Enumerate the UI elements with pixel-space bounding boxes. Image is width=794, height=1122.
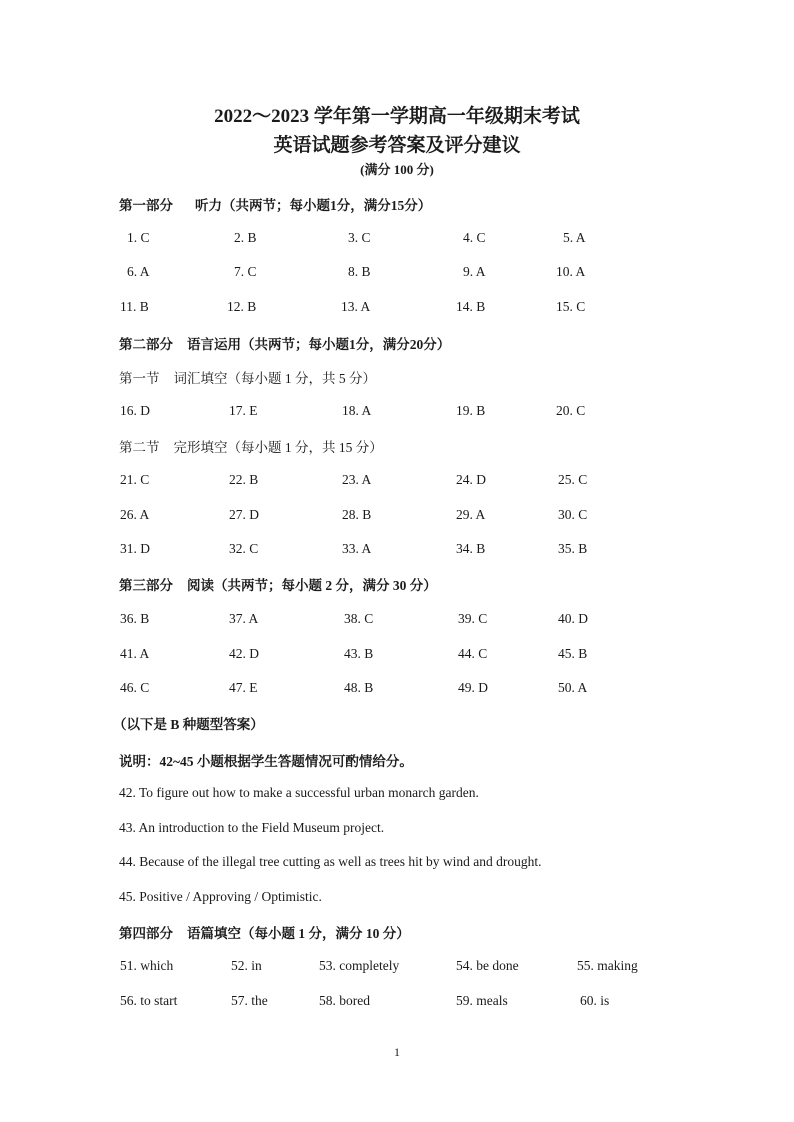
answer: 57. the bbox=[231, 993, 268, 1008]
answer: 50. A bbox=[558, 680, 588, 695]
answer: 28. B bbox=[342, 507, 372, 522]
part2-section1-heading bbox=[119, 367, 376, 387]
answer: 53. completely bbox=[319, 958, 400, 973]
answer: 26. A bbox=[120, 507, 150, 522]
answer: 36. B bbox=[120, 611, 150, 626]
answer: 29. A bbox=[456, 507, 486, 522]
answer: 47. E bbox=[229, 680, 258, 695]
answer: 5. A bbox=[563, 230, 586, 245]
answer: 34. B bbox=[456, 541, 486, 556]
answer: 1. C bbox=[127, 230, 150, 245]
answer: 24. D bbox=[456, 472, 486, 487]
b-type-note: （以下是 B 种题型答案） bbox=[113, 717, 264, 732]
section2-name: 第二节 bbox=[119, 440, 160, 455]
part1-heading-desc: 听力（共两节；每小题1分，满分15分） bbox=[195, 198, 432, 213]
part1-heading-name: 第一部分 bbox=[119, 198, 173, 213]
document-subtitle: 英语试题参考答案及评分建议 bbox=[273, 135, 521, 156]
b-answer-45: 45. Positive / Approving / Optimistic. bbox=[119, 889, 322, 904]
part3-heading-desc: 阅读（共两节；每小题 2 分，满分 30 分） bbox=[187, 578, 437, 593]
answer: 20. C bbox=[556, 403, 586, 418]
answer: 54. be done bbox=[456, 958, 519, 973]
answer: 49. D bbox=[458, 680, 488, 695]
part2-heading-name: 第二部分 bbox=[119, 337, 173, 352]
full-score-note: (满分 100 分) bbox=[360, 162, 434, 177]
answer: 10. A bbox=[556, 264, 586, 279]
answer: 30. C bbox=[558, 507, 588, 522]
part3-heading bbox=[119, 574, 437, 594]
answer: 16. D bbox=[120, 403, 150, 418]
answer: 23. A bbox=[342, 472, 372, 487]
answer: 40. D bbox=[558, 611, 588, 626]
answer: 41. A bbox=[120, 646, 150, 661]
answer: 12. B bbox=[227, 299, 257, 314]
answer: 19. B bbox=[456, 403, 486, 418]
answer: 58. bored bbox=[319, 993, 370, 1008]
section2-desc: 完形填空（每小题 1 分，共 15 分） bbox=[173, 440, 383, 455]
answer: 21. C bbox=[120, 472, 150, 487]
answer: 38. C bbox=[344, 611, 374, 626]
answer: 4. C bbox=[463, 230, 486, 245]
b-answer-44: 44. Because of the illegal tree cutting as well as trees hit by wind and drought. bbox=[119, 854, 542, 869]
answer: 43. B bbox=[344, 646, 374, 661]
answer: 45. B bbox=[558, 646, 588, 661]
answer: 6. A bbox=[127, 264, 150, 279]
answer: 42. D bbox=[229, 646, 259, 661]
answer: 17. E bbox=[229, 403, 258, 418]
answer: 44. C bbox=[458, 646, 488, 661]
answer: 60. is bbox=[580, 993, 610, 1008]
answer: 39. C bbox=[458, 611, 488, 626]
answer: 52. in bbox=[231, 958, 262, 973]
answer: 15. C bbox=[556, 299, 586, 314]
answer: 46. C bbox=[120, 680, 150, 695]
answer: 55. making bbox=[577, 958, 638, 973]
answer: 35. B bbox=[558, 541, 588, 556]
answer: 25. C bbox=[558, 472, 588, 487]
answer: 31. D bbox=[120, 541, 150, 556]
answer: 18. A bbox=[342, 403, 372, 418]
answer: 9. A bbox=[463, 264, 486, 279]
b-answer-42: 42. To figure out how to make a successful urban monarch garden. bbox=[119, 785, 479, 800]
page-number: 1 bbox=[394, 1045, 400, 1059]
answer: 37. A bbox=[229, 611, 259, 626]
answer: 3. C bbox=[348, 230, 371, 245]
part3-heading-name: 第三部分 bbox=[119, 578, 173, 593]
part4-heading bbox=[119, 922, 410, 942]
part2-heading bbox=[119, 333, 450, 353]
section1-desc: 词汇填空（每小题 1 分，共 5 分） bbox=[173, 371, 376, 386]
answer: 48. B bbox=[344, 680, 374, 695]
answer: 56. to start bbox=[120, 993, 178, 1008]
answer: 33. A bbox=[342, 541, 372, 556]
part2-heading-desc: 语言运用（共两节；每小题1分，满分20分） bbox=[187, 337, 451, 352]
answer: 27. D bbox=[229, 507, 259, 522]
part2-section2-heading bbox=[119, 436, 383, 456]
part4-heading-name: 第四部分 bbox=[119, 926, 173, 941]
part4-heading-desc: 语篇填空（每小题 1 分，满分 10 分） bbox=[187, 926, 410, 941]
answer: 13. A bbox=[341, 299, 371, 314]
answer: 8. B bbox=[348, 264, 371, 279]
answer: 2. B bbox=[234, 230, 257, 245]
answer: 11. B bbox=[120, 299, 149, 314]
answer: 59. meals bbox=[456, 993, 508, 1008]
answer: 22. B bbox=[229, 472, 259, 487]
document-title: 2022～2023 学年第一学期高一年级期末考试 bbox=[214, 106, 580, 127]
section1-name: 第一节 bbox=[119, 371, 160, 386]
answer: 32. C bbox=[229, 541, 259, 556]
explanation-note: 说明：42~45 小题根据学生答题情况可酌情给分。 bbox=[119, 754, 413, 769]
part1-heading bbox=[119, 194, 431, 214]
answer: 7. C bbox=[234, 264, 257, 279]
answer: 51. which bbox=[120, 958, 174, 973]
b-answer-43: 43. An introduction to the Field Museum project. bbox=[119, 820, 385, 835]
answer: 14. B bbox=[456, 299, 486, 314]
